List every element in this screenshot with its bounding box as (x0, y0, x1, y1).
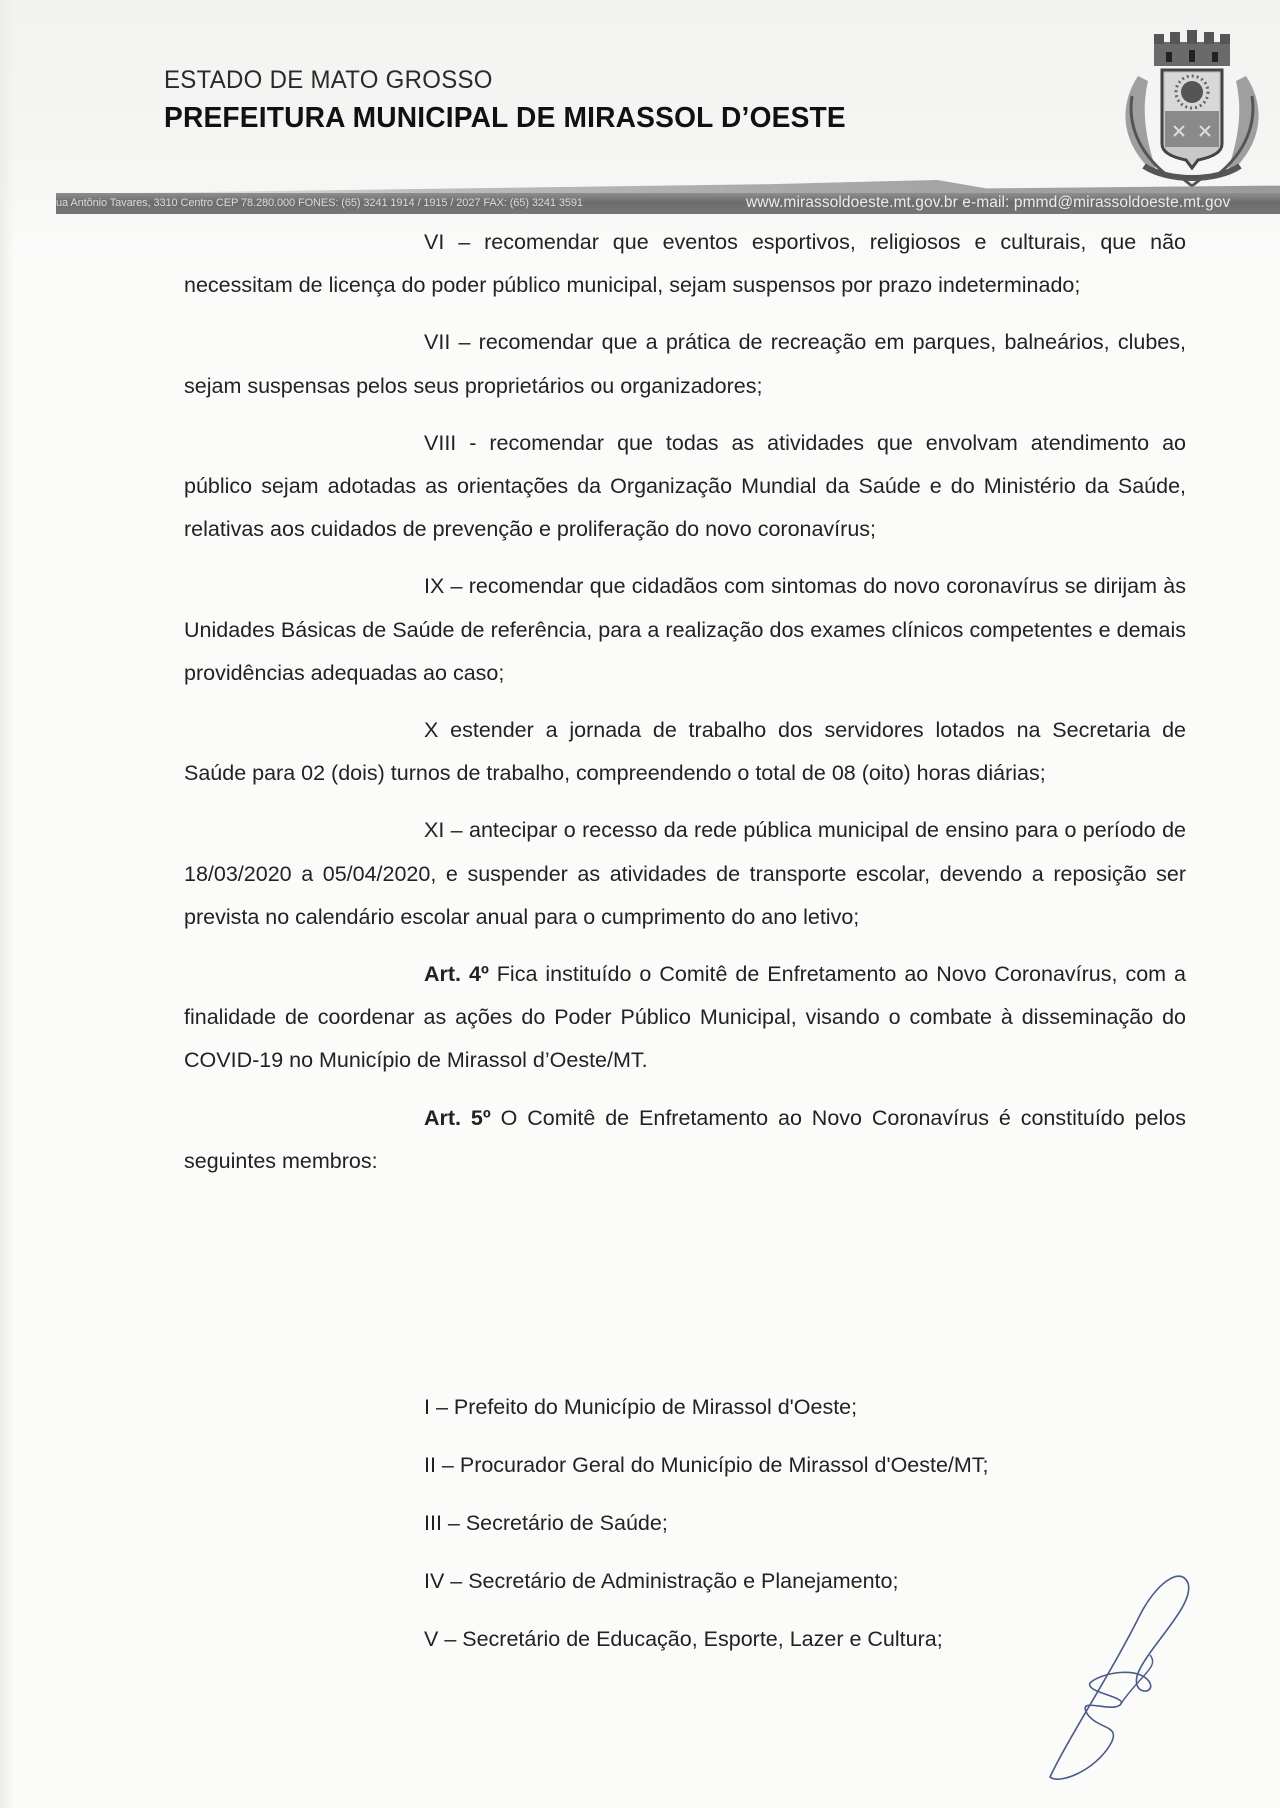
paragraph-text: Fica instituído o Comitê de Enfretamento ao Novo Coronavírus, com a finalidade de coordenar as ações do Poder Público Municipal, visando o combate à disseminação do COVID-19 no Município de Mirassol d’Oeste/MT. (184, 962, 1186, 1073)
header-municipality-title: PREFEITURA MUNICIPAL DE MIRASSOL D’OESTE (164, 102, 846, 134)
paragraph-text: VII – recomendar que a prática de recreação em parques, balneários, clubes, sejam suspensas pelos seus proprietários ou organizadores; (184, 330, 1186, 398)
website-email-text: www.mirassoldoeste.mt.gov.br e-mail: pmmd@mirassoldoeste.mt.gov (746, 194, 1231, 211)
paragraph-item-vii (184, 321, 1186, 407)
list-item: V – Secretário de Educação, Esporte, Lazer e Cultura; (424, 1627, 943, 1651)
paragraph-item-ix (184, 565, 1186, 695)
paragraph-item-x (184, 709, 1186, 795)
address-text: ua Antônio Tavares, 3310 Centro CEP 78.280.000 FONES: (65) 3241 1914 / 1915 / 2027 FAX: (65) 3241 3591 (56, 197, 583, 209)
paragraph-text: VIII - recomendar que todas as atividades que envolvam atendimento ao público sejam adotadas as orientações da Organização Mundial da Saúde e do Ministério da Saúde, relativas aos cuidados de prevenção e proliferação do novo coronavírus; (184, 430, 1186, 542)
article-number: Art. 5º (424, 1105, 491, 1130)
paragraph-text: VI – recomendar que eventos esportivos, religiosos e culturais, que não necessitam de licença do poder público municipal, sejam suspensos por prazo indeterminado; (184, 230, 1186, 298)
document-body (184, 221, 1186, 1183)
committee-members-list (424, 1378, 989, 1668)
paragraph-text: O Comitê de Enfretamento ao Novo Coronavírus é constituído pelos seguintes membros: (184, 1105, 1186, 1173)
article-number: Art. 4º (424, 962, 489, 987)
list-item: III – Secretário de Saúde; (424, 1511, 668, 1535)
paragraph-item-viii (184, 422, 1186, 552)
paragraph-text: IX – recomendar que cidadãos com sintomas do novo coronavírus se dirijam às Unidades Básicas de Saúde de referência, para a realização dos exames clínicos competentes e demais providências adequadas ao caso; (184, 574, 1186, 685)
paragraph-text: X estender a jornada de trabalho dos servidores lotados na Secretaria de Saúde para 02 (dois) turnos de trabalho, compreendendo o total de 08 (oito) horas diárias; (184, 718, 1186, 786)
paragraph-item-vi (184, 221, 1186, 307)
list-item: I – Prefeito do Município de Mirassol d'Oeste; (424, 1395, 858, 1419)
header-state-name: ESTADO DE MATO GROSSO (164, 66, 493, 94)
municipal-coat-of-arms-icon (1108, 26, 1276, 192)
article-5 (184, 1097, 1186, 1183)
paragraph-item-xi (184, 809, 1186, 939)
handwritten-signature-icon (1030, 1555, 1210, 1795)
scan-edge-shadow (0, 0, 14, 1808)
paragraph-text: XI – antecipar o recesso da rede pública municipal de ensino para o período de 18/03/2020 a 05/04/2020, e suspender as atividades de transporte escolar, devendo a reposição ser prevista no calendário escolar anual para o cumprimento do ano letivo; (184, 818, 1186, 929)
list-item: II – Procurador Geral do Município de Mirassol d'Oeste/MT; (424, 1453, 989, 1477)
article-4 (184, 953, 1186, 1083)
list-item: IV – Secretário de Administração e Planejamento; (424, 1569, 899, 1593)
address-band (56, 193, 1280, 214)
